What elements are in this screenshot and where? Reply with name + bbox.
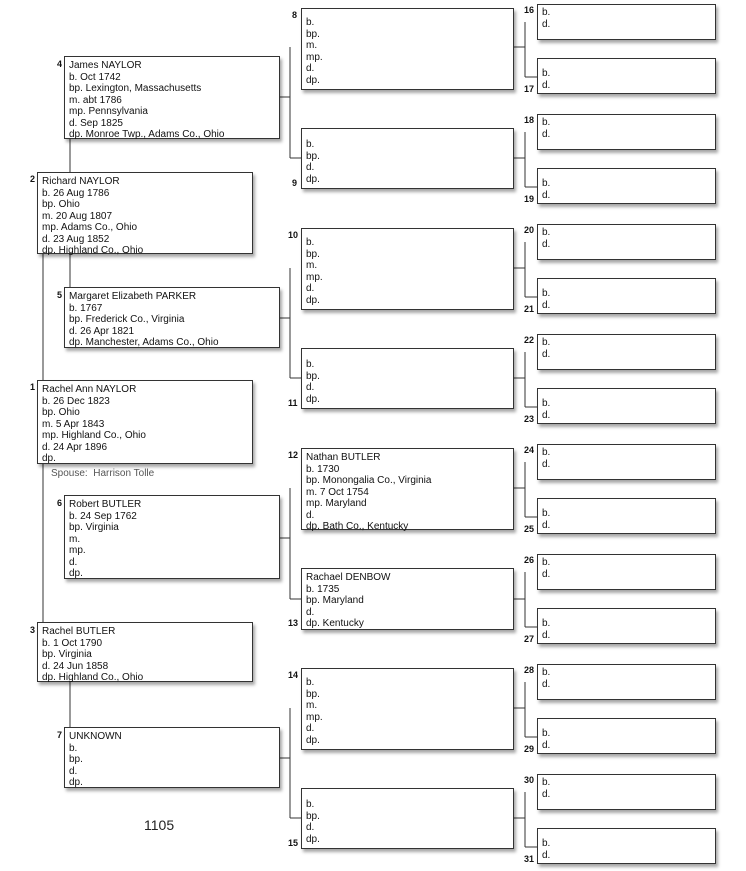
person-20-birth: b. <box>542 227 551 238</box>
person-6-birthplace: bp. Virginia <box>69 522 119 533</box>
person-27-box[interactable] <box>537 608 716 644</box>
person-14-number: 14 <box>288 670 299 680</box>
person-31-birth: b. <box>542 838 551 849</box>
person-14-birthplace: bp. <box>306 688 320 700</box>
person-6-death-place: dp. <box>69 568 83 579</box>
person-15-death: d. <box>306 822 315 833</box>
person-12-marriage: m. 7 Oct 1754 <box>306 486 369 498</box>
person-8-death: d. <box>306 63 315 74</box>
person-29-number: 29 <box>524 744 535 754</box>
person-18-number: 18 <box>524 115 535 125</box>
person-10-marriage: m. <box>306 260 318 271</box>
person-4-death: d. Sep 1825 <box>69 117 123 129</box>
person-4-birth: b. Oct 1742 <box>69 71 121 83</box>
person-10-birth: b. <box>306 237 315 248</box>
person-14-marriage: m. <box>306 700 318 711</box>
person-18-box[interactable] <box>537 114 716 150</box>
person-4-box[interactable] <box>64 56 280 139</box>
person-25-death: d. <box>542 519 551 531</box>
person-21-birth: b. <box>542 288 551 299</box>
person-8-marriage-place: mp. <box>306 51 323 63</box>
person-10-marriage-place: mp. <box>306 271 323 283</box>
person-7-box[interactable] <box>64 727 280 788</box>
person-16-death: d. <box>542 18 551 30</box>
person-29-box[interactable] <box>537 718 716 754</box>
spouse-label: Spouse: <box>51 468 88 479</box>
person-21-death: d. <box>542 299 551 311</box>
person-31-number: 31 <box>524 854 535 864</box>
person-7-birthplace: bp. <box>69 754 83 765</box>
person-12-birth: b. 1730 <box>306 463 340 475</box>
person-12-death-place: dp. Bath Co., Kentucky <box>306 521 409 532</box>
person-13-birthplace: bp. Maryland <box>306 595 364 606</box>
person-12-death: d. <box>306 509 315 521</box>
person-8-box[interactable] <box>301 8 514 90</box>
person-28-death: d. <box>542 678 551 690</box>
person-5-name: Margaret Elizabeth PARKER <box>69 291 197 302</box>
person-5-birthplace: bp. Frederick Co., Virginia <box>69 314 185 325</box>
person-10-death-place: dp. <box>306 294 320 306</box>
person-17-box[interactable] <box>537 58 716 94</box>
person-2-number: 2 <box>30 174 36 184</box>
person-13-name: Rachael DENBOW <box>306 572 391 583</box>
person-15-box[interactable] <box>301 788 514 849</box>
person-13-death: d. <box>306 606 315 618</box>
person-20-death: d. <box>542 238 551 250</box>
person-1-number: 1 <box>30 382 36 392</box>
person-7-death-place: dp. <box>69 777 83 788</box>
person-26-birth: b. <box>542 557 551 568</box>
person-1-death: d. 24 Apr 1896 <box>42 441 108 453</box>
person-8-death-place: dp. <box>306 74 320 86</box>
person-22-box[interactable] <box>537 334 716 370</box>
person-5-birth: b. 1767 <box>69 302 103 314</box>
person-17-death: d. <box>542 79 551 91</box>
person-10-birthplace: bp. <box>306 248 320 260</box>
person-5-box[interactable] <box>64 287 280 348</box>
person-3-birth: b. 1 Oct 1790 <box>42 637 103 649</box>
person-28-birth: b. <box>542 667 551 678</box>
person-9-birth: b. <box>306 139 315 150</box>
person-13-number: 13 <box>288 618 299 628</box>
person-2-death: d. 23 Aug 1852 <box>42 233 110 245</box>
person-4-birthplace: bp. Lexington, Massachusetts <box>69 83 202 94</box>
person-9-number: 9 <box>292 178 298 188</box>
person-15-number: 15 <box>288 838 299 848</box>
person-5-number: 5 <box>57 290 63 300</box>
person-8-birthplace: bp. <box>306 28 320 40</box>
person-11-death-place: dp. <box>306 393 320 405</box>
person-20-box[interactable] <box>537 224 716 260</box>
person-12-birthplace: bp. Monongalia Co., Virginia <box>306 475 432 486</box>
person-17-number: 17 <box>524 84 535 94</box>
person-19-death: d. <box>542 189 551 201</box>
person-8-number: 8 <box>292 10 298 20</box>
person-2-birthplace: bp. Ohio <box>42 199 80 210</box>
person-6-marriage: m. <box>69 533 81 545</box>
person-1-marriage-place: mp. Highland Co., Ohio <box>42 430 146 441</box>
person-3-box[interactable] <box>37 622 253 682</box>
person-5-death-place: dp. Manchester, Adams Co., Ohio <box>69 337 219 348</box>
person-8-birth: b. <box>306 17 315 28</box>
person-19-number: 19 <box>524 194 535 204</box>
person-9-death-place: dp. <box>306 173 320 185</box>
person-3-death: d. 24 Jun 1858 <box>42 660 109 672</box>
person-22-birth: b. <box>542 337 551 348</box>
person-1-birth: b. 26 Dec 1823 <box>42 395 110 407</box>
person-28-number: 28 <box>524 665 535 675</box>
person-10-box[interactable] <box>301 228 514 310</box>
spouse-name[interactable]: Harrison Tolle <box>93 468 155 479</box>
person-4-name: James NAYLOR <box>69 60 142 71</box>
person-3-birthplace: bp. Virginia <box>42 649 92 660</box>
person-6-number: 6 <box>57 498 63 508</box>
person-18-birth: b. <box>542 117 551 128</box>
person-1-name: Rachel Ann NAYLOR <box>42 384 137 395</box>
spouse-line <box>51 468 154 479</box>
person-23-box[interactable] <box>537 388 716 424</box>
person-6-birth: b. 24 Sep 1762 <box>69 510 137 522</box>
person-14-death-place: dp. <box>306 734 320 746</box>
person-6-death: d. <box>69 556 78 568</box>
person-14-death: d. <box>306 723 315 734</box>
person-29-death: d. <box>542 739 551 751</box>
person-11-box[interactable] <box>301 348 514 409</box>
person-12-number: 12 <box>288 450 299 460</box>
person-16-number: 16 <box>524 5 535 15</box>
person-22-death: d. <box>542 348 551 360</box>
person-30-birth: b. <box>542 777 551 788</box>
person-18-death: d. <box>542 128 551 140</box>
person-10-death: d. <box>306 283 315 294</box>
person-27-death: d. <box>542 629 551 641</box>
person-1-marriage: m. 5 Apr 1843 <box>42 418 105 430</box>
person-11-birthplace: bp. <box>306 370 320 382</box>
person-2-birth: b. 26 Aug 1786 <box>42 187 110 199</box>
person-3-number: 3 <box>30 625 36 635</box>
person-9-death: d. <box>306 162 315 173</box>
person-26-box[interactable] <box>537 554 716 590</box>
person-24-death: d. <box>542 458 551 470</box>
person-19-birth: b. <box>542 178 551 189</box>
person-1-box[interactable] <box>37 380 253 464</box>
person-13-birth: b. 1735 <box>306 583 340 595</box>
person-12-name: Nathan BUTLER <box>306 452 381 463</box>
person-14-marriage-place: mp. <box>306 711 323 723</box>
person-2-marriage-place: mp. Adams Co., Ohio <box>42 222 138 233</box>
person-20-number: 20 <box>524 225 535 235</box>
person-15-death-place: dp. <box>306 833 320 845</box>
person-24-box[interactable] <box>537 444 716 480</box>
person-2-name: Richard NAYLOR <box>42 176 120 187</box>
person-6-marriage-place: mp. <box>69 545 86 556</box>
person-15-birthplace: bp. <box>306 810 320 822</box>
person-7-number: 7 <box>57 730 63 740</box>
page-number: 1105 <box>144 817 175 833</box>
person-23-birth: b. <box>542 398 551 409</box>
person-31-box[interactable] <box>537 828 716 864</box>
person-9-box[interactable] <box>301 128 514 189</box>
person-3-death-place: dp. Highland Co., Ohio <box>42 672 144 683</box>
person-25-box[interactable] <box>537 498 716 534</box>
person-26-death: d. <box>542 568 551 580</box>
person-25-birth: b. <box>542 508 551 519</box>
person-31-death: d. <box>542 849 551 861</box>
person-30-death: d. <box>542 788 551 800</box>
person-23-death: d. <box>542 409 551 421</box>
person-4-number: 4 <box>57 59 63 69</box>
person-12-box[interactable] <box>301 448 514 530</box>
person-24-number: 24 <box>524 445 535 455</box>
person-9-birthplace: bp. <box>306 150 320 162</box>
person-2-box[interactable] <box>37 172 253 254</box>
person-7-name: UNKNOWN <box>69 731 122 742</box>
person-12-marriage-place: mp. Maryland <box>306 498 367 509</box>
person-17-birth: b. <box>542 68 551 79</box>
person-13-box[interactable] <box>301 568 514 630</box>
person-10-number: 10 <box>288 230 299 240</box>
person-8-marriage: m. <box>306 40 318 51</box>
person-5-death: d. 26 Apr 1821 <box>69 325 135 337</box>
person-1-death-place: dp. <box>42 453 56 464</box>
person-4-marriage: m. abt 1786 <box>69 94 122 106</box>
person-2-death-place: dp. Highland Co., Ohio <box>42 245 144 256</box>
person-11-number: 11 <box>288 398 298 408</box>
person-15-birth: b. <box>306 799 315 810</box>
person-25-number: 25 <box>524 524 535 534</box>
person-3-name: Rachel BUTLER <box>42 626 116 637</box>
person-7-death: d. <box>69 765 78 777</box>
person-6-name: Robert BUTLER <box>69 499 142 510</box>
person-27-birth: b. <box>542 618 551 629</box>
person-28-box[interactable] <box>537 664 716 700</box>
person-4-marriage-place: mp. Pennsylvania <box>69 106 148 117</box>
person-29-birth: b. <box>542 728 551 739</box>
person-24-birth: b. <box>542 447 551 458</box>
person-30-box[interactable] <box>537 774 716 810</box>
person-14-box[interactable] <box>301 668 514 750</box>
person-2-marriage: m. 20 Aug 1807 <box>42 210 113 222</box>
person-11-birth: b. <box>306 359 315 370</box>
person-19-box[interactable] <box>537 168 716 204</box>
person-6-box[interactable] <box>64 495 280 579</box>
person-21-box[interactable] <box>537 278 716 314</box>
person-21-number: 21 <box>524 304 535 314</box>
person-16-birth: b. <box>542 7 551 18</box>
person-26-number: 26 <box>524 555 535 565</box>
person-1-birthplace: bp. Ohio <box>42 407 80 418</box>
person-7-birth: b. <box>69 742 78 754</box>
person-23-number: 23 <box>524 414 535 424</box>
person-11-death: d. <box>306 382 315 393</box>
person-13-death-place: dp. Kentucky <box>306 618 364 629</box>
person-22-number: 22 <box>524 335 535 345</box>
person-27-number: 27 <box>524 634 535 644</box>
person-16-box[interactable] <box>537 4 716 40</box>
person-30-number: 30 <box>524 775 535 785</box>
person-14-birth: b. <box>306 677 315 688</box>
person-4-death-place: dp. Monroe Twp., Adams Co., Ohio <box>69 129 225 140</box>
